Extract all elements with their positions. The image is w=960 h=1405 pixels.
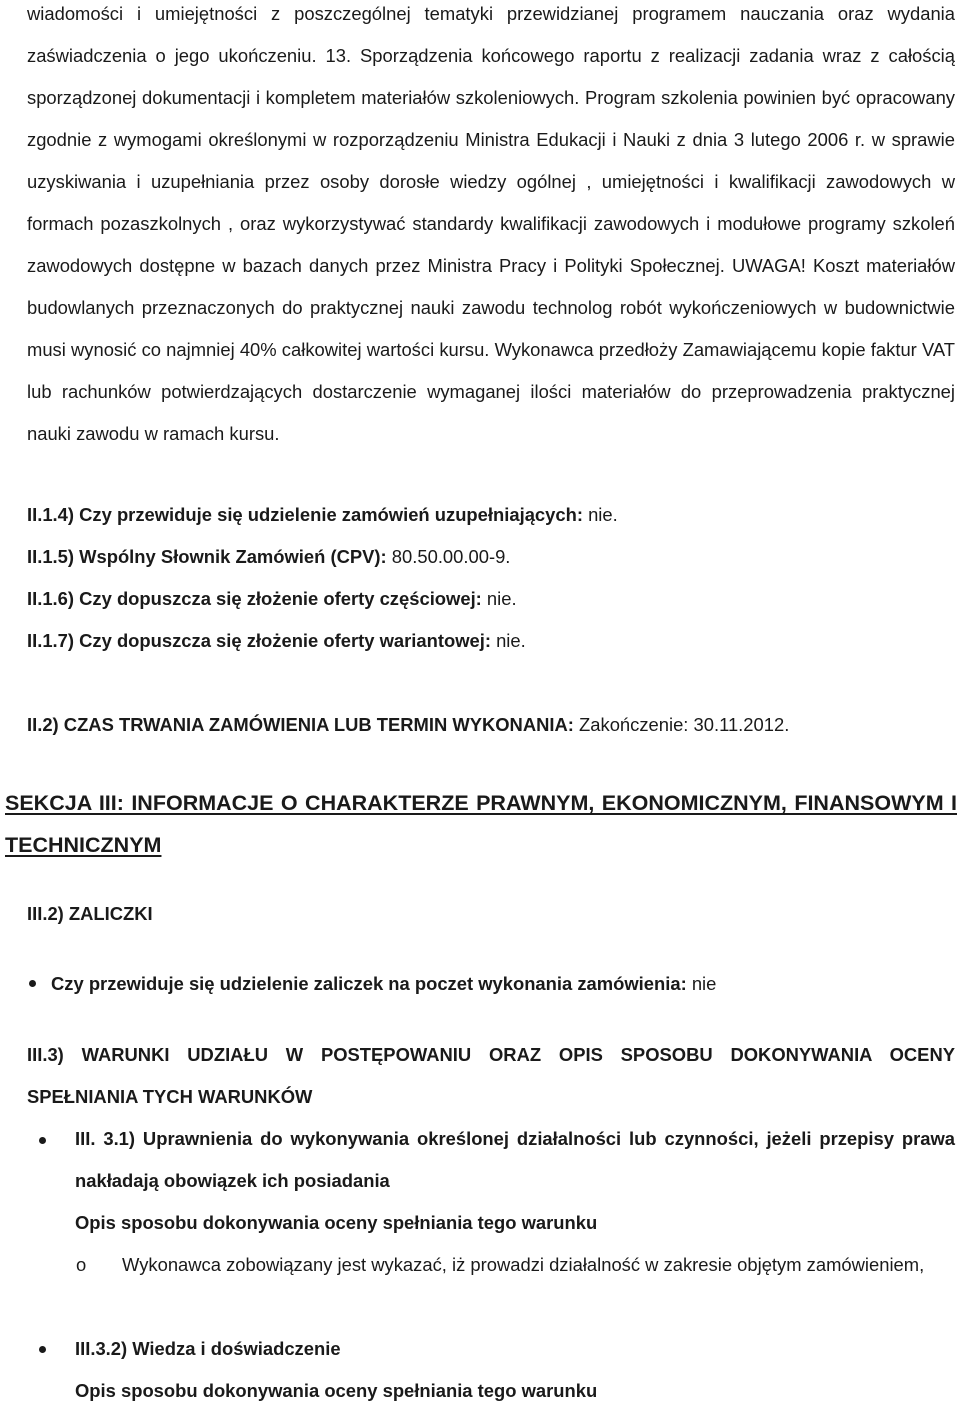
item-ii-1-5-label: II.1.5) Wspólny Słownik Zamówień (CPV): (27, 546, 387, 567)
item-ii-1-4 (27, 501, 955, 529)
item-ii-1-4-label: II.1.4) Czy przewiduje się udzielenie zamówień uzupełniających: (27, 504, 583, 525)
item-ii-1-7-value: nie. (490, 630, 526, 651)
bullet-dot-icon (39, 1346, 46, 1353)
item-ii-1-5-value: 80.50.00.00-9. (386, 546, 511, 567)
iii-3-2-desc-heading: Opis sposobu dokonywania oceny spełniania tego warunku (75, 1380, 598, 1401)
iii-2-bullet-value: nie (686, 973, 717, 994)
bullet-dot-icon (29, 980, 36, 987)
iii-3-heading: III.3) WARUNKI UDZIAŁU W POSTĘPOWANIU ORAZ OPIS SPOSOBU DOKONYWANIA OCENY SPEŁNIANIA TYCH WARUNKÓW (27, 1044, 955, 1107)
iii-3-1-sub-text: Wykonawca zobowiązany jest wykazać, iż prowadzi działalność w zakresie objętym zamówieniem, (122, 1254, 925, 1275)
iii-3-2-heading: III.3.2) Wiedza i doświadczenie (75, 1338, 341, 1359)
item-ii-1-6 (27, 585, 955, 613)
item-ii-2 (27, 711, 955, 739)
item-ii-1-6-value: nie. (481, 588, 517, 609)
iii-2-bullet (51, 970, 951, 998)
body-paragraph: wiadomości i umiejętności z poszczególnej tematyki przewidzianej programem nauczania oraz wydania zaświadczenia o jego ukończeniu. 13. Sporządzenia końcowego raportu z realizacji zadania wraz z całością sporządzonej dokumentacji i kompletem materiałów szkoleniowych. Program szkolenia powinien być opracowany zgodnie z wymogami określonymi w rozporządzeniu Ministra Edukacji i Nauki z dnia 3 lutego 2006 r. w sprawie uzyskiwania i uzupełniania przez osoby dorosłe wiedzy ogólnej , umiejętności i kwalifikacji zawodowych w formach pozaszkolnych , oraz wykorzystywać standardy kwalifikacji zawodowych i modułowe programy szkoleń zawodowych dostępne w bazach danych przez Ministra Pracy i Polityki Społecznej. UWAGA! Koszt materiałów budowlanych przeznaczonych do praktycznej nauki zawodu technolog robót wykończeniowych w budownictwie musi wynosić co najmniej 40% całkowitej wartości kursu. Wykonawca przedłoży Zamawiającemu kopie faktur VAT lub rachunków potwierdzających dostarczenie wymaganej ilości materiałów do przeprowadzenia praktycznej nauki zawodu w ramach kursu. (27, 3, 955, 444)
item-ii-1-4-value: nie. (582, 504, 618, 525)
item-ii-1-6-label: II.1.6) Czy dopuszcza się złożenie oferty częściowej: (27, 588, 482, 609)
item-ii-1-7-label: II.1.7) Czy dopuszcza się złożenie oferty wariantowej: (27, 630, 491, 651)
item-ii-2-value: Zakończenie: 30.11.2012. (573, 714, 790, 735)
section-iii-title: SEKCJA III: INFORMACJE O CHARAKTERZE PRAWNYM, EKONOMICZNYM, FINANSOWYM I TECHNICZNYM (5, 791, 957, 857)
circle-bullet-icon: o (76, 1254, 87, 1275)
iii-3-1-desc-heading: Opis sposobu dokonywania oceny spełniania tego warunku (75, 1212, 598, 1233)
item-ii-2-label: II.2) CZAS TRWANIA ZAMÓWIENIA LUB TERMIN WYKONANIA: (27, 714, 574, 735)
iii-2-heading: III.2) ZALICZKI (27, 903, 153, 924)
iii-2-bullet-label: Czy przewiduje się udzielenie zaliczek na poczet wykonania zamówienia: (51, 973, 687, 994)
item-ii-1-5 (27, 543, 955, 571)
iii-3-1-heading: III. 3.1) Uprawnienia do wykonywania określonej działalności lub czynności, jeżeli przepisy prawa nakładają obowiązek ich posiadania (75, 1128, 955, 1191)
item-ii-1-7 (27, 627, 955, 655)
bullet-dot-icon (39, 1137, 46, 1144)
